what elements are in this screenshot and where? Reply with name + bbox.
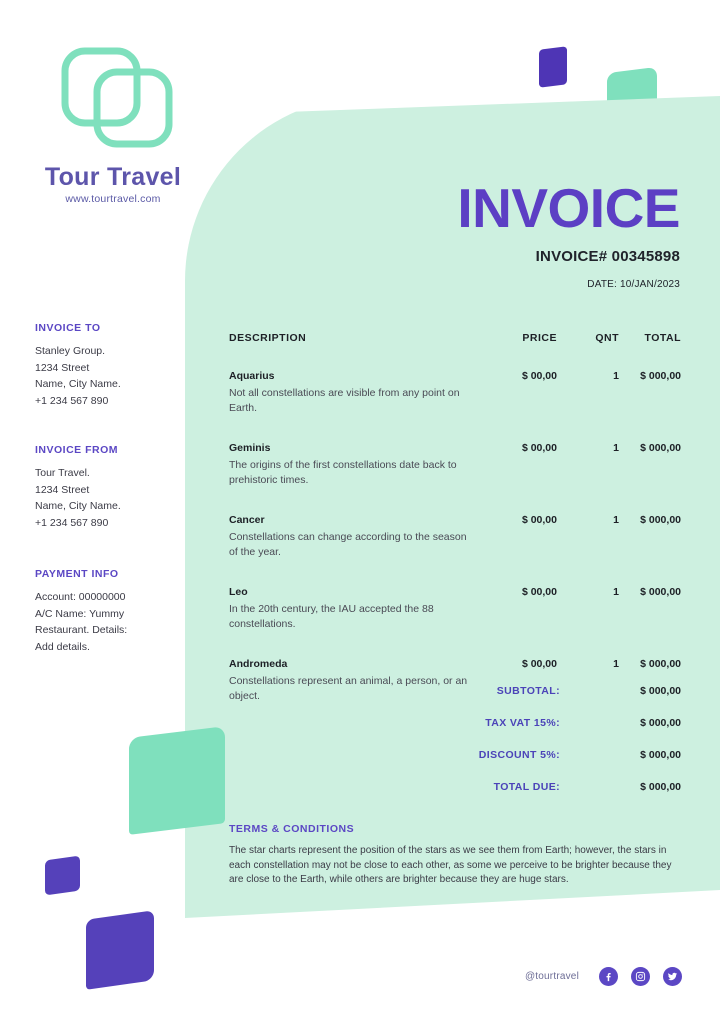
payment-info-line: A/C Name: Yummy: [35, 607, 125, 620]
line-items-table: [229, 332, 681, 704]
invoice-from-line: +1 234 567 890: [35, 516, 109, 529]
invoice-from-line: Name, City Name.: [35, 500, 121, 513]
table-header-row: [229, 332, 681, 344]
item-price: $ 00,00: [521, 514, 557, 526]
item-name: Leo: [229, 586, 248, 598]
totals-label: TOTAL DUE:: [493, 781, 560, 793]
item-qnt: 1: [613, 442, 619, 454]
item-name: Cancer: [229, 514, 265, 526]
facebook-icon[interactable]: [599, 967, 618, 986]
item-total: $ 000,00: [640, 586, 681, 598]
social-handle: @tourtravel: [524, 971, 579, 982]
invoice-date: DATE: 10/JAN/2023: [587, 279, 680, 290]
payment-info-line: Account: 00000000: [35, 591, 126, 603]
footer: [525, 967, 682, 986]
item-price: $ 00,00: [521, 442, 557, 454]
twitter-icon[interactable]: [663, 967, 682, 986]
item-price: $ 00,00: [521, 586, 557, 598]
item-price: $ 00,00: [521, 658, 557, 670]
totals-value: $ 000,00: [640, 717, 681, 729]
table-row: [229, 586, 681, 632]
column-header-description: DESCRIPTION: [229, 332, 307, 344]
totals-label: TAX VAT 15%:: [485, 717, 560, 729]
item-description: Not all constellations are visible from any point on Earth.: [229, 387, 460, 414]
terms-and-conditions: [229, 823, 681, 888]
invoice-from-title: INVOICE FROM: [35, 444, 119, 456]
table-row: [229, 370, 681, 416]
table-row: [229, 442, 681, 488]
item-total: $ 000,00: [640, 658, 681, 670]
item-qnt: 1: [613, 658, 619, 670]
item-qnt: 1: [613, 370, 619, 382]
table-row: [229, 514, 681, 560]
totals-value: $ 000,00: [640, 685, 681, 697]
totals-row-total-due: [380, 781, 681, 793]
invoice-from-block: [35, 444, 195, 531]
item-name: Aquarius: [229, 370, 275, 382]
invoice-from-line: Tour Travel.: [35, 467, 90, 479]
invoice-to-line: 1234 Street: [35, 361, 90, 374]
item-price: $ 00,00: [521, 370, 557, 382]
payment-info-title: PAYMENT INFO: [35, 568, 119, 580]
brand-name: Tour Travel: [44, 163, 182, 191]
totals-row-tax: [380, 717, 681, 729]
brand-logo: [37, 45, 197, 205]
invoice-to-line: +1 234 567 890: [35, 394, 109, 407]
overlapping-rounded-squares-logo-icon: [59, 45, 175, 150]
invoice-to-title: INVOICE TO: [35, 322, 101, 334]
terms-body: The star charts represent the position of the stars as we see them from Earth; however, the stars in each constellation may not be close to each other, as some we perceive to be brighter because they are close to the Earth, while others are brighter because they are huge stars.: [229, 845, 672, 885]
totals-label: DISCOUNT 5%:: [478, 749, 560, 761]
item-description: The origins of the first constellations date back to prehistoric times.: [229, 459, 457, 486]
payment-info-block: [35, 568, 195, 655]
payment-info-line: Restaurant. Details:: [35, 624, 128, 637]
brand-url: www.tourtravel.com: [65, 193, 161, 205]
payment-info-line: Add details.: [35, 640, 90, 653]
totals-row-discount: [380, 749, 681, 761]
column-header-qnt: QNT: [595, 332, 619, 344]
column-header-price: PRICE: [522, 332, 557, 344]
column-header-total: TOTAL: [644, 332, 681, 344]
totals-label: SUBTOTAL:: [496, 685, 560, 697]
totals-value: $ 000,00: [640, 749, 681, 761]
decorative-purple-square-small: [45, 856, 80, 896]
totals-value: $ 000,00: [640, 781, 681, 793]
decorative-purple-square-top: [539, 46, 567, 87]
decorative-purple-square-large: [86, 910, 154, 990]
totals-row-subtotal: [380, 685, 681, 697]
page-title: INVOICE: [457, 177, 680, 239]
item-description: In the 20th century, the IAU accepted the 88 constellations.: [229, 603, 434, 630]
invoice-number: INVOICE# 00345898: [535, 248, 680, 265]
terms-title: TERMS & CONDITIONS: [229, 823, 355, 835]
item-qnt: 1: [613, 586, 619, 598]
invoice-to-block: [35, 322, 195, 409]
item-name: Andromeda: [229, 658, 288, 670]
invoice-to-line: Stanley Group.: [35, 345, 106, 357]
item-total: $ 000,00: [640, 442, 681, 454]
item-total: $ 000,00: [640, 514, 681, 526]
invoice-from-line: 1234 Street: [35, 483, 90, 496]
item-qnt: 1: [613, 514, 619, 526]
item-total: $ 000,00: [640, 370, 681, 382]
totals-section: [380, 685, 681, 813]
item-description: Constellations represent an animal, a person, or an object.: [229, 675, 468, 702]
item-name: Geminis: [229, 442, 271, 454]
item-description: Constellations can change according to the season of the year.: [229, 531, 467, 558]
instagram-icon[interactable]: [631, 967, 650, 986]
invoice-to-line: Name, City Name.: [35, 378, 121, 391]
decorative-mint-square-bottom: [129, 726, 225, 835]
